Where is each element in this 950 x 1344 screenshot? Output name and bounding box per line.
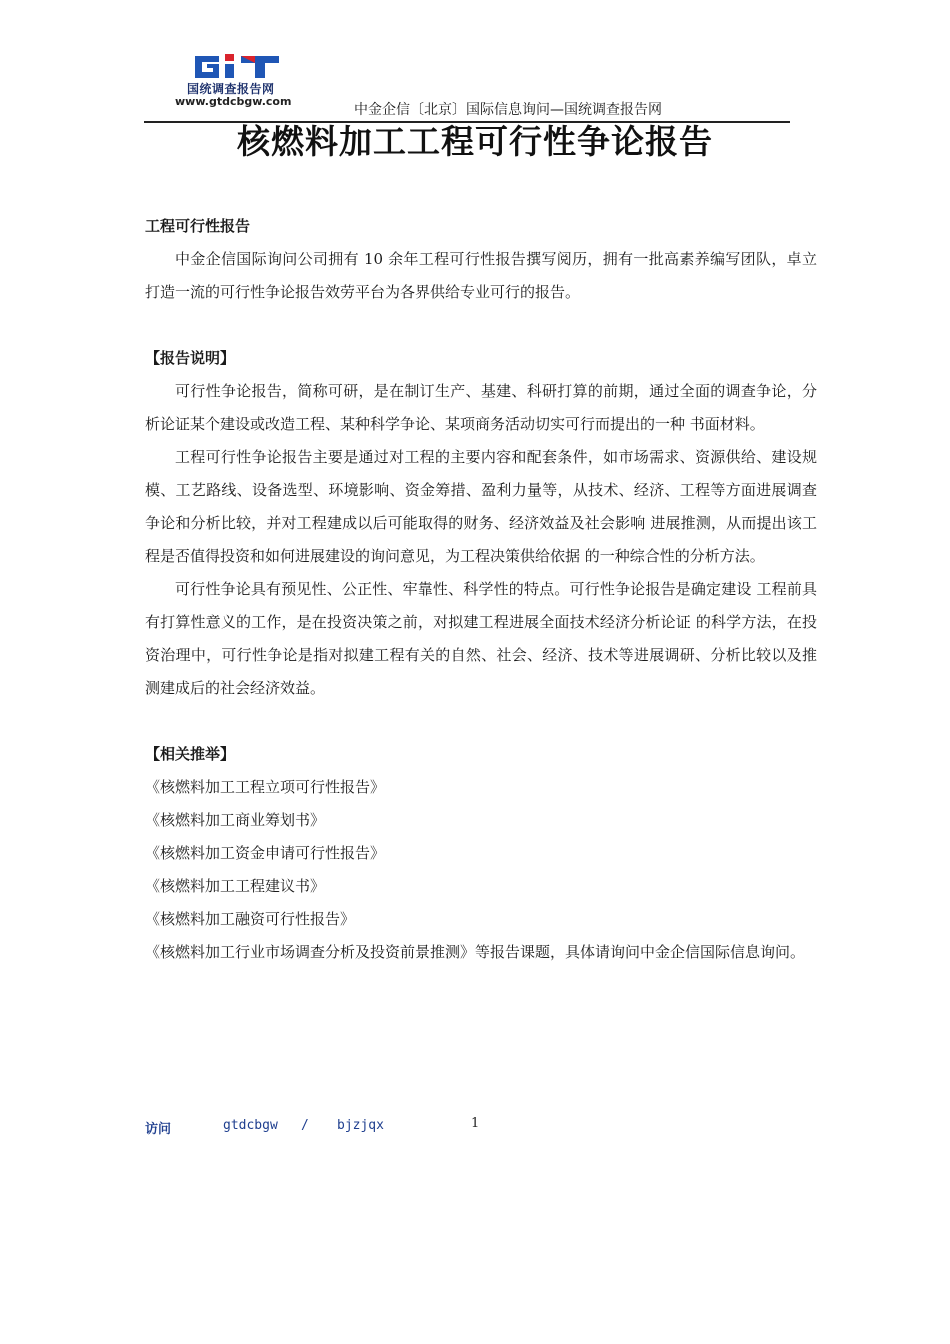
page-footer — [0, 1118, 950, 1142]
footer-path-link[interactable]: bjzjqx — [337, 1118, 384, 1133]
logo-text: 国统调查报告网 — [187, 82, 275, 96]
description-paragraph: 可行性争论报告，简称可研，是在制订生产、基建、科研打算的前期，通过全面的调查争论，分析论证某个建设或改造工程、某种科学争论、某项商务活动切实可行而提出的一种 书面材料。 — [145, 382, 817, 433]
header-company: 中金企信〔北京〕国际信息询问—国统调查报告网 — [354, 102, 662, 118]
site-logo — [175, 50, 305, 110]
description-paragraph: 可行性争论具有预见性、公正性、牢靠性、科学性的特点。可行性争论报告是确定建设 工程前具有打算性意义的工作，是在投资决策之前，对拟建工程进展全面技术经济分析论证 的科学方法，在投资治理中，可行性争论是指对拟建工程有关的自然、社会、经济、技术等进展调研、分析比较以及推测建成后的社会经济效益。 — [145, 580, 817, 697]
recommendation-item[interactable]: 《核燃料加工融资可行性报告》 — [145, 910, 356, 928]
page-number: 1 — [471, 1116, 480, 1131]
recommendation-item[interactable]: 《核燃料加工工程立项可行性报告》 — [145, 778, 386, 796]
intro-heading: 工程可行性报告 — [145, 217, 251, 235]
recommendations-closing: 《核燃料加工行业市场调查分析及投资前景推测》等报告课题，具体请询问中金企信国际信息询问。 — [145, 943, 806, 961]
recommendation-item[interactable]: 《核燃料加工资金申请可行性报告》 — [145, 844, 386, 862]
logo-url: www.gtdcbgw.com — [175, 95, 292, 108]
intro-paragraph: 中金企信国际询问公司拥有 10 余年工程可行性报告撰写阅历，拥有一批高素养编写团队，卓立打造一流的可行性争论报告效劳平台为各界供给专业可行的报告。 — [145, 250, 817, 301]
spacer — [145, 705, 817, 738]
footer-visit-label: 访问 — [145, 1122, 172, 1137]
footer-site-link[interactable]: gtdcbgw — [223, 1118, 278, 1133]
description-paragraph: 工程可行性争论报告主要是通过对工程的主要内容和配套条件，如市场需求、资源供给、建设规模、工艺路线、设备选型、环境影响、资金筹措、盈利力量等，从技术、经济、工程等方面进展调查争论和分析比较，并对工程建成以后可能取得的财务、经济效益及社会影响 进展推测，从而提出该工程是否值得投资和如何进展建设的询问意见，为工程决策供给依据 的一种综合性的分析方法。 — [145, 448, 817, 565]
report-description-heading: 【报告说明】 — [145, 349, 236, 367]
spacer — [145, 309, 817, 342]
footer-separator: / — [301, 1118, 309, 1133]
recommendation-item[interactable]: 《核燃料加工商业筹划书》 — [145, 811, 326, 829]
gtc-logo-icon — [193, 52, 283, 80]
document-title: 核燃料加工工程可行性争论报告 — [237, 122, 713, 161]
recommendation-item[interactable]: 《核燃料加工工程建议书》 — [145, 877, 326, 895]
document-body — [145, 210, 817, 969]
recommendations-heading: 【相关推举】 — [145, 745, 236, 763]
